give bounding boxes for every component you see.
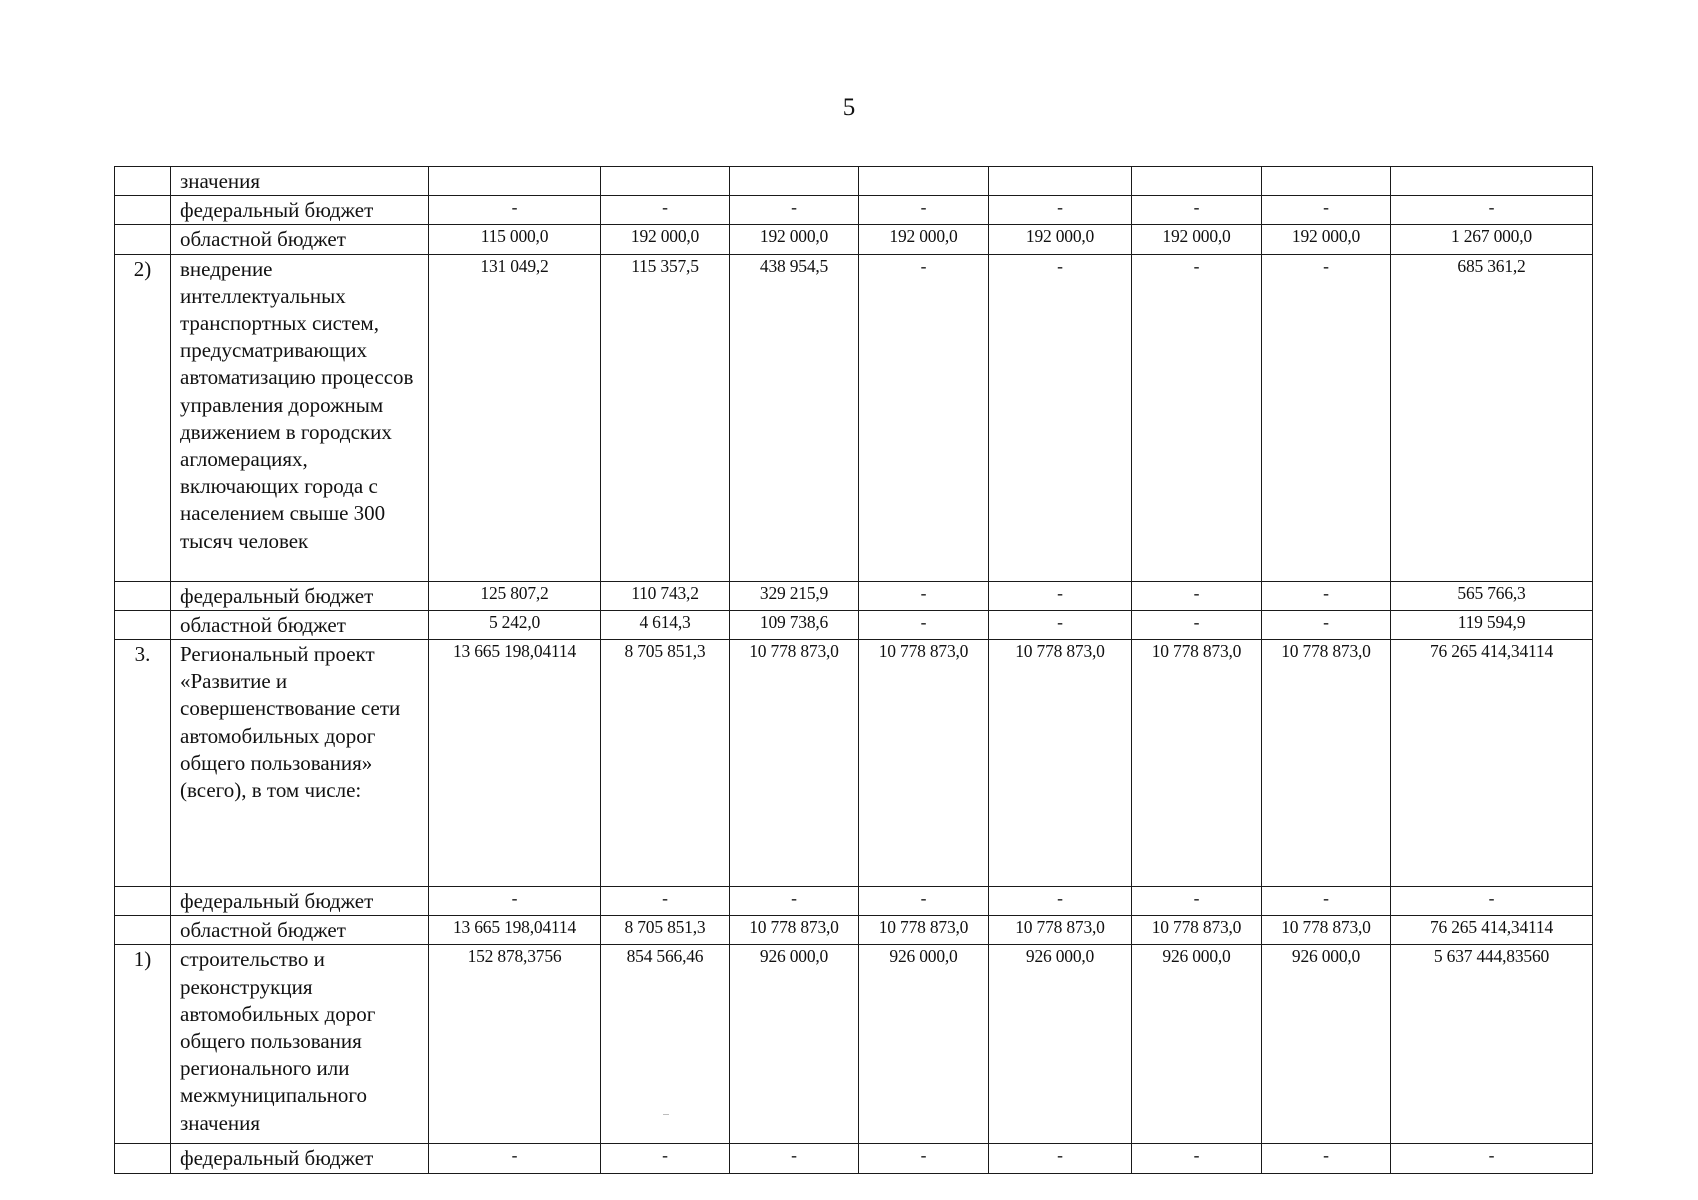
total-value-cell: 76 265 414,34114	[1391, 916, 1593, 945]
year-value-cell: -	[1132, 887, 1262, 916]
total-value-cell: 565 766,3	[1391, 581, 1593, 610]
table-row	[115, 196, 1593, 225]
year-value-cell: -	[1132, 196, 1262, 225]
year-value-cell: 8 705 851,3	[601, 916, 730, 945]
year-value-cell: -	[989, 581, 1132, 610]
total-value-cell: 119 594,9	[1391, 610, 1593, 639]
total-value-cell: 685 361,2	[1391, 254, 1593, 581]
year-value-cell: 10 778 873,0	[1262, 640, 1391, 887]
year-value-cell: -	[859, 196, 989, 225]
row-label-cell: федеральный бюджет	[171, 196, 429, 225]
year-value-cell: 192 000,0	[730, 225, 859, 254]
total-value-cell: 5 637 444,83560	[1391, 945, 1593, 1144]
year-value-cell: -	[1132, 254, 1262, 581]
row-number-cell	[115, 916, 171, 945]
table-body	[115, 167, 1593, 1174]
year-value-cell: -	[989, 1144, 1132, 1173]
table-row	[115, 167, 1593, 196]
row-number-cell: 3.	[115, 640, 171, 887]
year-value-cell: 109 738,6	[730, 610, 859, 639]
year-value-cell: 152 878,3756	[429, 945, 601, 1144]
year-value-cell: -	[859, 1144, 989, 1173]
year-value-cell	[1262, 167, 1391, 196]
row-label-cell: федеральный бюджет	[171, 887, 429, 916]
year-value-cell: 13 665 198,04114	[429, 640, 601, 887]
scan-speck	[663, 1114, 669, 1115]
year-value-cell: -	[859, 581, 989, 610]
year-value-cell: -	[730, 1144, 859, 1173]
row-label-cell: областной бюджет	[171, 916, 429, 945]
table-row	[115, 610, 1593, 639]
year-value-cell: 926 000,0	[859, 945, 989, 1144]
year-value-cell: 10 778 873,0	[859, 916, 989, 945]
year-value-cell: -	[1262, 254, 1391, 581]
year-value-cell: 125 807,2	[429, 581, 601, 610]
year-value-cell: -	[1262, 1144, 1391, 1173]
year-value-cell: -	[730, 196, 859, 225]
year-value-cell: 10 778 873,0	[859, 640, 989, 887]
year-value-cell: -	[989, 887, 1132, 916]
row-label-cell: областной бюджет	[171, 225, 429, 254]
row-label-cell: Региональный проект «Развитие и совершенствование сети автомобильных дорог общего пользования» (всего), в том числе:	[171, 640, 429, 887]
year-value-cell: 110 743,2	[601, 581, 730, 610]
table-row	[115, 1144, 1593, 1173]
year-value-cell: -	[859, 887, 989, 916]
year-value-cell: 13 665 198,04114	[429, 916, 601, 945]
table-row	[115, 945, 1593, 1144]
row-number-cell	[115, 581, 171, 610]
year-value-cell: -	[601, 196, 730, 225]
year-value-cell: 10 778 873,0	[989, 916, 1132, 945]
year-value-cell: -	[1132, 581, 1262, 610]
year-value-cell: -	[989, 254, 1132, 581]
year-value-cell: 926 000,0	[1132, 945, 1262, 1144]
year-value-cell: -	[601, 887, 730, 916]
row-number-cell	[115, 225, 171, 254]
year-value-cell	[989, 167, 1132, 196]
year-value-cell: -	[1132, 1144, 1262, 1173]
year-value-cell: 854 566,46	[601, 945, 730, 1144]
table-row	[115, 254, 1593, 581]
year-value-cell: -	[429, 1144, 601, 1173]
year-value-cell: -	[859, 254, 989, 581]
year-value-cell: 192 000,0	[601, 225, 730, 254]
row-number-cell: 1)	[115, 945, 171, 1144]
year-value-cell	[429, 167, 601, 196]
year-value-cell: -	[1132, 610, 1262, 639]
row-number-cell: 2)	[115, 254, 171, 581]
table-row	[115, 581, 1593, 610]
year-value-cell: 192 000,0	[989, 225, 1132, 254]
year-value-cell: 5 242,0	[429, 610, 601, 639]
year-value-cell: 10 778 873,0	[1262, 916, 1391, 945]
row-label-cell: федеральный бюджет	[171, 1144, 429, 1173]
row-label-cell: федеральный бюджет	[171, 581, 429, 610]
year-value-cell: 10 778 873,0	[1132, 916, 1262, 945]
table-row	[115, 916, 1593, 945]
year-value-cell: 329 215,9	[730, 581, 859, 610]
table-row	[115, 640, 1593, 887]
year-value-cell: -	[859, 610, 989, 639]
table-row	[115, 887, 1593, 916]
row-number-cell	[115, 167, 171, 196]
total-value-cell: -	[1391, 887, 1593, 916]
year-value-cell: 131 049,2	[429, 254, 601, 581]
total-value-cell	[1391, 167, 1593, 196]
year-value-cell: 10 778 873,0	[1132, 640, 1262, 887]
year-value-cell: 926 000,0	[730, 945, 859, 1144]
year-value-cell	[859, 167, 989, 196]
year-value-cell	[601, 167, 730, 196]
year-value-cell: -	[1262, 610, 1391, 639]
row-label-cell: значения	[171, 167, 429, 196]
row-label-cell: строительство и реконструкция автомобильных дорог общего пользования регионального или межмуниципального значения	[171, 945, 429, 1144]
year-value-cell: 926 000,0	[1262, 945, 1391, 1144]
row-label-cell: областной бюджет	[171, 610, 429, 639]
total-value-cell: -	[1391, 1144, 1593, 1173]
total-value-cell: -	[1391, 196, 1593, 225]
year-value-cell: 192 000,0	[1262, 225, 1391, 254]
row-number-cell	[115, 610, 171, 639]
year-value-cell: -	[1262, 581, 1391, 610]
year-value-cell	[1132, 167, 1262, 196]
year-value-cell: -	[429, 196, 601, 225]
year-value-cell: -	[989, 610, 1132, 639]
year-value-cell: -	[989, 196, 1132, 225]
page-number: 5	[842, 94, 856, 121]
year-value-cell: 115 000,0	[429, 225, 601, 254]
row-number-cell	[115, 196, 171, 225]
year-value-cell: 192 000,0	[859, 225, 989, 254]
total-value-cell: 1 267 000,0	[1391, 225, 1593, 254]
year-value-cell: -	[429, 887, 601, 916]
year-value-cell: -	[1262, 887, 1391, 916]
year-value-cell	[730, 167, 859, 196]
row-number-cell	[115, 1144, 171, 1173]
year-value-cell: 4 614,3	[601, 610, 730, 639]
year-value-cell: 926 000,0	[989, 945, 1132, 1144]
total-value-cell: 76 265 414,34114	[1391, 640, 1593, 887]
table-row	[115, 225, 1593, 254]
budget-table	[114, 166, 1593, 1174]
year-value-cell: 10 778 873,0	[989, 640, 1132, 887]
year-value-cell: -	[730, 887, 859, 916]
year-value-cell: 10 778 873,0	[730, 640, 859, 887]
year-value-cell: 115 357,5	[601, 254, 730, 581]
year-value-cell: 8 705 851,3	[601, 640, 730, 887]
year-value-cell: 10 778 873,0	[730, 916, 859, 945]
row-number-cell	[115, 887, 171, 916]
year-value-cell: 438 954,5	[730, 254, 859, 581]
year-value-cell: 192 000,0	[1132, 225, 1262, 254]
year-value-cell: -	[1262, 196, 1391, 225]
row-label-cell: внедрение интеллектуальных транспортных систем, предусматривающих автоматизацию процессов управления дорожным движением в городских агломерациях, включающих города с населением свыше 300 тысяч человек	[171, 254, 429, 581]
year-value-cell: -	[601, 1144, 730, 1173]
